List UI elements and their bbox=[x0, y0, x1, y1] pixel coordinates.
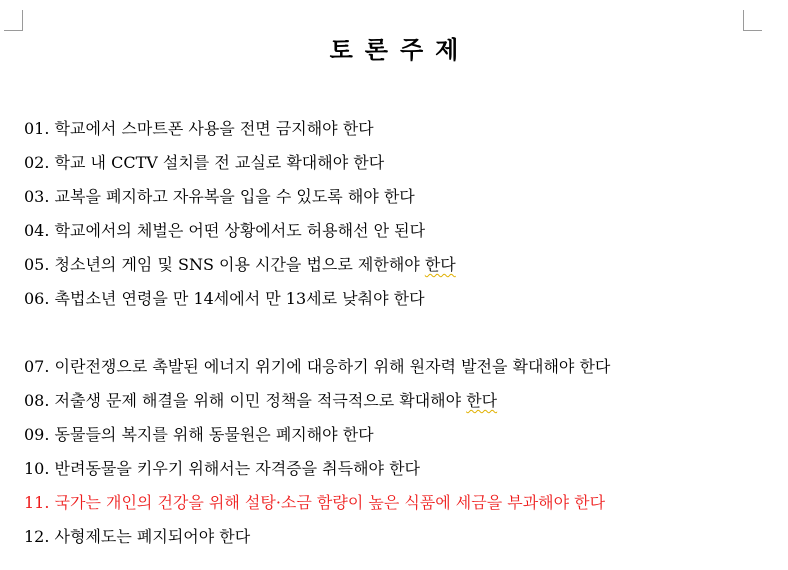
topic-item bbox=[24, 350, 610, 384]
topic-text: 학교에서의 체벌은 어떤 상황에서도 허용해선 안 된다 bbox=[54, 221, 426, 240]
topic-number: 05. bbox=[24, 255, 50, 274]
topic-number: 12. bbox=[24, 527, 50, 546]
topic-text: 저출생 문제 해결을 위해 이민 정책을 적극적으로 확대해야 bbox=[54, 391, 462, 410]
topic-text: 국가는 개인의 건강을 위해 설탕·소금 함량이 높은 식품에 세금을 부과해야 한다 bbox=[54, 493, 606, 512]
topic-text: 촉법소년 연령을 만 14세에서 만 13세로 낮춰야 한다 bbox=[54, 289, 425, 308]
topic-number: 01. bbox=[24, 119, 50, 138]
topic-text: 청소년의 게임 및 SNS 이용 시간을 법으로 제한해야 bbox=[54, 255, 420, 274]
topic-item bbox=[24, 452, 610, 486]
topic-item bbox=[24, 282, 610, 316]
topic-number: 06. bbox=[24, 289, 50, 308]
topic-number: 11. bbox=[24, 493, 50, 512]
topic-text: 학교에서 스마트폰 사용을 전면 금지해야 한다 bbox=[54, 119, 374, 138]
topic-number: 04. bbox=[24, 221, 50, 240]
document-title: 토론주제 bbox=[329, 36, 471, 64]
topic-item bbox=[24, 146, 610, 180]
topic-text: 교복을 폐지하고 자유복을 입을 수 있도록 해야 한다 bbox=[54, 187, 415, 206]
topic-list bbox=[24, 112, 610, 554]
topic-number: 08. bbox=[24, 391, 50, 410]
topic-item bbox=[24, 248, 610, 282]
topic-item bbox=[24, 112, 610, 146]
topic-item bbox=[24, 418, 610, 452]
spellcheck-word: 한다 bbox=[424, 255, 456, 274]
topic-text: 동물들의 복지를 위해 동물원은 폐지해야 한다 bbox=[54, 425, 374, 444]
page-corner-mark-left bbox=[4, 10, 23, 31]
topic-text: 반려동물을 키우기 위해서는 자격증을 취득해야 한다 bbox=[54, 459, 421, 478]
topic-item-highlighted bbox=[24, 486, 610, 520]
topic-item bbox=[24, 180, 610, 214]
topic-item bbox=[24, 520, 610, 554]
topic-number: 02. bbox=[24, 153, 50, 172]
spellcheck-word: 한다 bbox=[466, 391, 498, 410]
topic-number: 07. bbox=[24, 357, 50, 376]
page-corner-mark-right bbox=[743, 10, 762, 31]
topic-item bbox=[24, 214, 610, 248]
topic-text: 학교 내 CCTV 설치를 전 교실로 확대해야 한다 bbox=[54, 153, 385, 172]
topic-number: 03. bbox=[24, 187, 50, 206]
topic-text: 이란전쟁으로 촉발된 에너지 위기에 대응하기 위해 원자력 발전을 확대해야 한다 bbox=[54, 357, 611, 376]
topic-text: 사형제도는 폐지되어야 한다 bbox=[54, 527, 251, 546]
topic-number: 10. bbox=[24, 459, 50, 478]
topic-item bbox=[24, 384, 610, 418]
topic-number: 09. bbox=[24, 425, 50, 444]
